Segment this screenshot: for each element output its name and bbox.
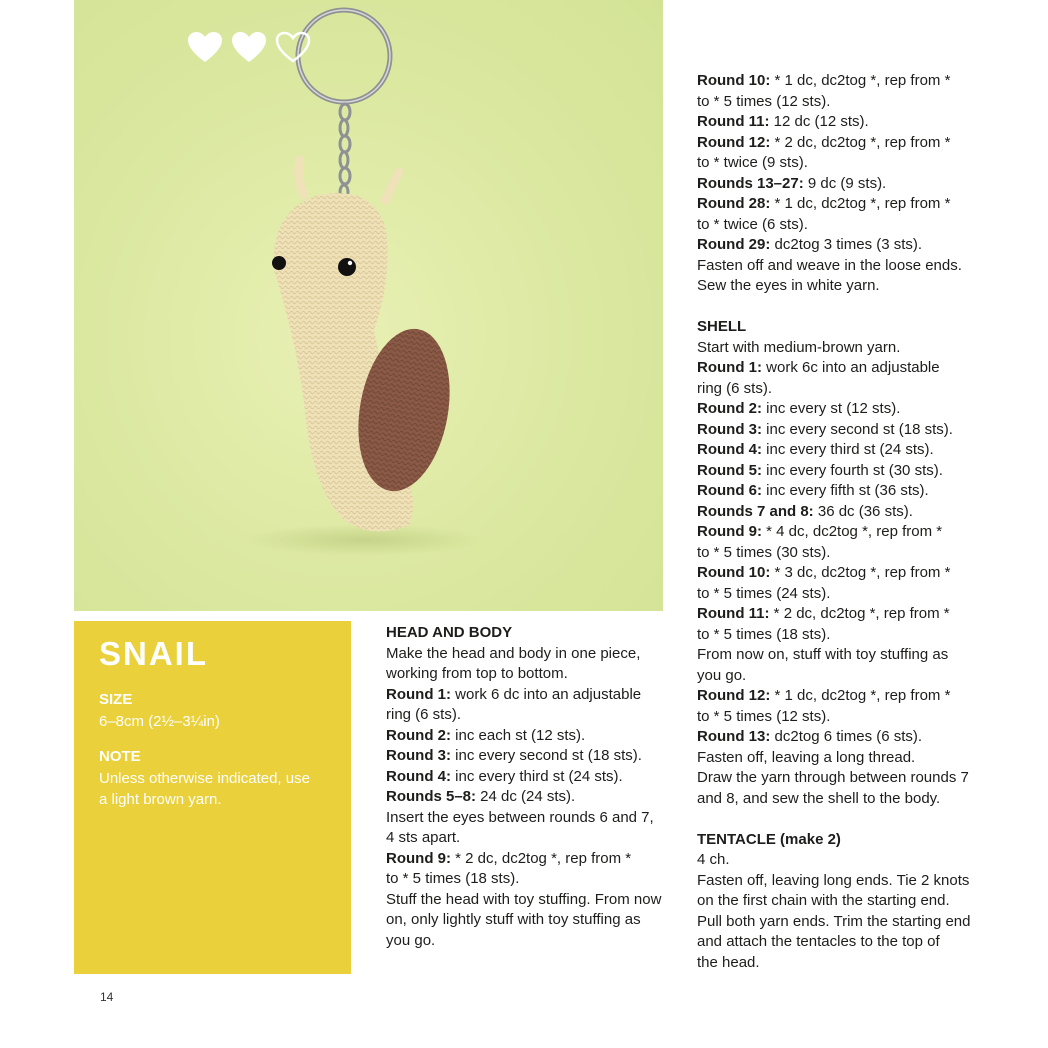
instruction-line — [697, 686, 997, 707]
round-label: Round 11: — [697, 113, 770, 130]
instruction-line — [697, 502, 997, 523]
pattern-info-box — [74, 621, 351, 974]
round-label: Round 28: — [697, 195, 771, 212]
instruction-text: * 2 dc, dc2tog *, rep from * — [451, 849, 632, 867]
instruction-text: * 1 dc, dc2tog *, rep from * — [770, 72, 951, 89]
instruction-line — [697, 440, 997, 461]
instruction-line — [386, 828, 676, 849]
round-label: Round 5: — [697, 461, 762, 479]
round-label: Round 10: — [697, 72, 771, 89]
instruction-line — [697, 358, 997, 379]
instruction-line — [697, 625, 997, 646]
round-label: Round 12: — [697, 133, 771, 151]
section-heading: HEAD AND BODY — [386, 624, 513, 641]
instruction-line — [697, 584, 997, 605]
instruction-text: to * 5 times (30 sts). — [697, 543, 831, 561]
instruction-text: Fasten off and weave in the loose ends. — [697, 256, 962, 274]
instruction-text: Draw the yarn through between rounds 7 — [697, 769, 969, 786]
pattern-title: SNAIL — [99, 635, 208, 672]
tentacle-right — [386, 172, 399, 200]
instruction-line — [697, 707, 997, 728]
round-label: Round 10: — [697, 564, 771, 581]
snail-keyring-illustration — [74, 0, 663, 611]
heart-outline-icon — [274, 30, 312, 64]
instruction-line — [697, 953, 997, 974]
eye-left — [272, 256, 286, 270]
instruction-line — [697, 420, 997, 441]
eye-right — [338, 258, 356, 276]
instruction-text: 36 dc (36 sts). — [813, 502, 913, 520]
instruction-text: the head. — [697, 953, 760, 971]
instruction-line — [697, 481, 997, 502]
instruction-text: Make the head and body in one piece, — [386, 644, 641, 662]
instruction-text: * 1 dc, dc2tog *, rep from * — [770, 195, 951, 212]
instruction-text: Pull both yarn ends. Trim the starting end — [697, 912, 971, 930]
section-heading: SHELL — [697, 318, 747, 335]
right-column — [697, 71, 997, 973]
round-label: Round 13: — [697, 728, 771, 745]
page-number: 14 — [100, 990, 114, 1004]
instruction-text: to * 5 times (18 sts). — [697, 625, 831, 643]
instruction-text: ring (6 sts). — [386, 706, 462, 723]
instruction-text: on the first chain with the starting end. — [697, 892, 950, 909]
instruction-line — [697, 666, 997, 687]
heart-filled-icon — [186, 30, 224, 64]
instruction-text: dc2tog 6 times (6 sts). — [770, 728, 923, 745]
instruction-line — [697, 522, 997, 543]
instruction-text: inc every third st (24 sts). — [762, 441, 934, 458]
instruction-line — [386, 890, 676, 911]
instruction-text: From now on, stuff with toy stuffing as — [697, 646, 949, 663]
shell-instructions — [697, 338, 997, 810]
instruction-line — [386, 787, 676, 808]
instruction-line — [386, 931, 676, 952]
round-label: Round 29: — [697, 236, 771, 253]
instruction-line — [697, 645, 997, 666]
note-label: NOTE — [99, 748, 141, 765]
snail-photo — [74, 0, 663, 611]
instruction-line — [697, 71, 997, 92]
instruction-text: Fasten off, leaving a long thread. — [697, 748, 916, 766]
instruction-line — [697, 133, 997, 154]
instruction-text: inc every second st (18 sts). — [451, 747, 642, 764]
instruction-text: to * 5 times (12 sts). — [697, 92, 831, 110]
instruction-line — [386, 767, 676, 788]
instruction-text: inc every fifth st (36 sts). — [762, 482, 929, 499]
instruction-text: * 4 dc, dc2tog *, rep from * — [762, 523, 943, 540]
instruction-line — [386, 705, 676, 726]
instruction-line — [697, 174, 997, 195]
round-label: Rounds 5–8: — [386, 788, 477, 805]
continued-instructions — [697, 71, 997, 297]
instruction-line — [386, 644, 676, 665]
round-label: Round 9: — [697, 523, 762, 540]
instruction-text: * 3 dc, dc2tog *, rep from * — [770, 564, 951, 581]
instruction-text: to * twice (9 sts). — [697, 154, 808, 171]
instruction-text: 9 dc (9 sts). — [803, 174, 887, 192]
instruction-text: and 8, and sew the shell to the body. — [697, 789, 941, 807]
instruction-text: Sew the eyes in white yarn. — [697, 277, 880, 294]
instruction-line — [697, 194, 997, 215]
round-label: Round 1: — [386, 685, 451, 703]
instruction-line — [697, 789, 997, 810]
instruction-text: Start with medium-brown yarn. — [697, 338, 901, 356]
instruction-line — [697, 748, 997, 769]
instruction-text: * 1 dc, dc2tog *, rep from * — [770, 687, 951, 704]
round-label: Round 4: — [697, 441, 762, 458]
section-heading: TENTACLE (make 2) — [697, 830, 841, 848]
round-label: Round 1: — [697, 359, 762, 376]
instruction-line — [697, 215, 997, 236]
instruction-text: working from top to bottom. — [386, 665, 568, 682]
instruction-line — [386, 746, 676, 767]
instruction-line — [697, 379, 997, 400]
size-label: SIZE — [99, 691, 133, 708]
instruction-text: inc every fourth st (30 sts). — [762, 461, 943, 479]
instruction-line — [697, 399, 997, 420]
instruction-text: 24 dc (24 sts). — [476, 788, 576, 805]
instruction-line — [697, 256, 997, 277]
note-text: Unless otherwise indicated, use a light brown yarn. — [99, 770, 310, 808]
round-label: Round 12: — [697, 687, 771, 704]
instruction-line — [697, 768, 997, 789]
instruction-text: 4 sts apart. — [386, 829, 461, 846]
instruction-line — [697, 727, 997, 748]
round-label: Round 3: — [697, 420, 762, 438]
round-label: Round 6: — [697, 482, 762, 499]
head-body-section — [386, 623, 676, 951]
instruction-line — [697, 912, 997, 933]
round-label: Rounds 7 and 8: — [697, 502, 814, 520]
round-label: Round 3: — [386, 747, 451, 764]
instruction-text: to * 5 times (12 sts). — [697, 707, 831, 725]
instruction-text: and attach the tentacles to the top of — [697, 933, 940, 950]
instruction-line — [697, 850, 997, 871]
instruction-line — [697, 932, 997, 953]
instruction-line — [697, 891, 997, 912]
instruction-text: * 2 dc, dc2tog *, rep from * — [770, 133, 951, 151]
instruction-line — [697, 112, 997, 133]
instruction-text: inc every third st (24 sts). — [451, 767, 623, 785]
round-label: Round 2: — [697, 400, 762, 417]
instruction-text: Fasten off, leaving long ends. Tie 2 knots — [697, 871, 970, 889]
instruction-text: to * 5 times (24 sts). — [697, 584, 831, 602]
instruction-line — [697, 153, 997, 174]
size-value: 6–8cm (2½–3¼in) — [99, 713, 220, 730]
instruction-line — [697, 604, 997, 625]
instruction-line — [697, 92, 997, 113]
instruction-text: on, only lightly stuff with toy stuffing as — [386, 911, 641, 928]
instruction-line — [697, 276, 997, 297]
instruction-line — [697, 543, 997, 564]
key-chain — [340, 104, 350, 199]
instruction-line — [386, 685, 676, 706]
instruction-text: inc every st (12 sts). — [762, 400, 901, 417]
instruction-list — [386, 644, 676, 952]
instruction-line — [386, 808, 676, 829]
difficulty-rating — [186, 30, 312, 64]
instruction-line — [386, 910, 676, 931]
instruction-text: inc each st (12 sts). — [451, 726, 586, 744]
instruction-text: work 6c into an adjustable — [762, 359, 940, 376]
instruction-text: you go. — [697, 666, 747, 684]
instruction-text: ring (6 sts). — [697, 379, 773, 397]
instruction-text: dc2tog 3 times (3 sts). — [770, 236, 923, 253]
instruction-line — [386, 726, 676, 747]
heart-filled-icon — [230, 30, 268, 64]
tentacle-instructions — [697, 850, 997, 973]
instruction-text: inc every second st (18 sts). — [762, 420, 953, 438]
instruction-text: Insert the eyes between rounds 6 and 7, — [386, 808, 654, 826]
instruction-text: work 6 dc into an adjustable — [451, 685, 642, 703]
instruction-text: * 2 dc, dc2tog *, rep from * — [769, 605, 950, 622]
round-label: Round 11: — [697, 605, 770, 622]
instruction-line — [697, 235, 997, 256]
instruction-line — [386, 849, 676, 870]
instruction-line — [697, 871, 997, 892]
instruction-line — [697, 461, 997, 482]
instruction-text: to * 5 times (18 sts). — [386, 870, 520, 887]
round-label: Round 9: — [386, 849, 451, 867]
round-label: Rounds 13–27: — [697, 174, 804, 192]
instruction-text: 4 ch. — [697, 851, 730, 868]
instruction-text: 12 dc (12 sts). — [769, 113, 869, 130]
round-label: Round 2: — [386, 726, 451, 744]
instruction-text: you go. — [386, 931, 436, 949]
instruction-line — [697, 563, 997, 584]
instruction-text: Stuff the head with toy stuffing. From now — [386, 890, 662, 908]
instruction-line — [697, 338, 997, 359]
instruction-line — [386, 664, 676, 685]
instruction-line — [386, 869, 676, 890]
round-label: Round 4: — [386, 767, 451, 785]
tentacle-left — [299, 160, 304, 195]
instruction-text: to * twice (6 sts). — [697, 215, 808, 233]
